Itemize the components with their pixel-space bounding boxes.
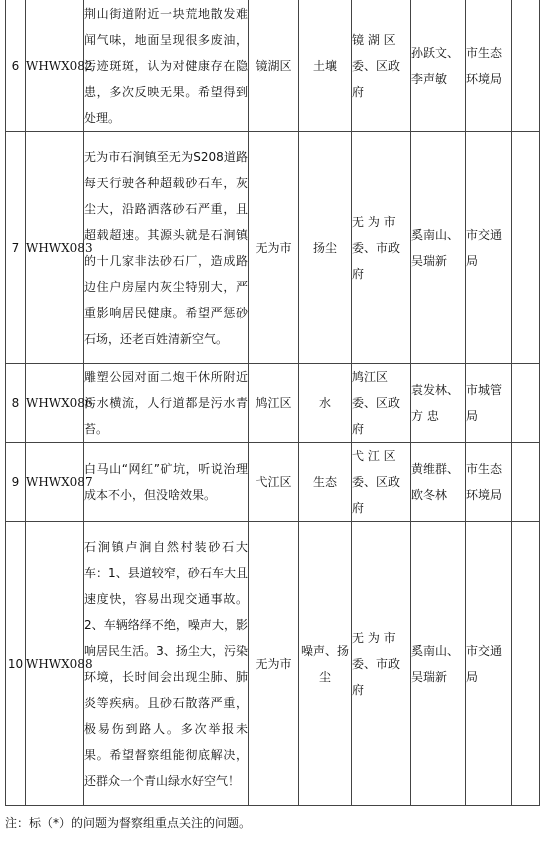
row-number: 6 xyxy=(6,0,26,132)
district: 弋江区 xyxy=(249,443,299,522)
responsible-persons: 孙跃文、李声敏 xyxy=(411,0,466,132)
responsible-unit: 无 为 市委、市政府 xyxy=(352,132,411,364)
empty-cell xyxy=(512,132,540,364)
empty-cell xyxy=(512,522,540,806)
responsible-persons: 袁发林、方 忠 xyxy=(411,364,466,443)
empty-cell xyxy=(512,364,540,443)
supervising-department: 市交通局 xyxy=(466,522,512,806)
case-code: WHWX088 xyxy=(26,522,84,806)
responsible-persons: 奚南山、吴瑞新 xyxy=(411,522,466,806)
case-description: 石涧镇卢涧自然村装砂石大车：1、县道较窄，砂石车大且速度快，容易出现交通事故。2、车辆络绎不绝，噪声大，影响居民生活。3、扬尘大，污染环境，长时间会出现尘肺、肺炎等疾病。且砂石散落严重，极易伤到路人。多次举报未果。希望督察组能彻底解决，还群众一个青山绿水好空气！ xyxy=(84,522,249,806)
responsible-persons: 奚南山、吴瑞新 xyxy=(411,132,466,364)
table-row xyxy=(6,522,540,806)
pollution-category: 生态 xyxy=(299,443,352,522)
empty-cell xyxy=(512,0,540,132)
row-number: 8 xyxy=(6,364,26,443)
case-description: 白马山“网红”矿坑，听说治理成本不小，但没啥效果。 xyxy=(84,443,249,522)
responsible-unit: 鸠江区委、区政府 xyxy=(352,364,411,443)
pollution-category: 土壤 xyxy=(299,0,352,132)
complaint-table xyxy=(5,0,540,806)
row-number: 10 xyxy=(6,522,26,806)
responsible-persons: 黄维群、欧冬林 xyxy=(411,443,466,522)
pollution-category: 扬尘 xyxy=(299,132,352,364)
supervising-department: 市城管局 xyxy=(466,364,512,443)
table-row xyxy=(6,364,540,443)
row-number: 9 xyxy=(6,443,26,522)
responsible-unit: 镜 湖 区委、区政府 xyxy=(352,0,411,132)
footnote: 注：标（*）的问题为督察组重点关注的问题。 xyxy=(5,816,252,830)
district: 镜湖区 xyxy=(249,0,299,132)
supervising-department: 市生态环境局 xyxy=(466,0,512,132)
case-description: 雕塑公园对面二炮干休所附近污水横流，人行道都是污水青苔。 xyxy=(84,364,249,443)
case-code: WHWX087 xyxy=(26,443,84,522)
case-code: WHWX083 xyxy=(26,132,84,364)
row-number: 7 xyxy=(6,132,26,364)
supervising-department: 市交通局 xyxy=(466,132,512,364)
case-description: 荆山街道附近一块荒地散发难闻气味，地面呈现很多废油，污迹斑斑，认为对健康存在隐患，多次反映无果。希望得到处理。 xyxy=(84,0,249,132)
case-code: WHWX082 xyxy=(26,0,84,132)
district: 鸠江区 xyxy=(249,364,299,443)
responsible-unit: 无 为 市委、市政府 xyxy=(352,522,411,806)
empty-cell xyxy=(512,443,540,522)
supervising-department: 市生态环境局 xyxy=(466,443,512,522)
table-row xyxy=(6,132,540,364)
pollution-category: 水 xyxy=(299,364,352,443)
district: 无为市 xyxy=(249,522,299,806)
responsible-unit: 弋 江 区委、区政府 xyxy=(352,443,411,522)
case-code: WHWX086 xyxy=(26,364,84,443)
case-description: 无为市石涧镇至无为S208道路每天行驶各种超载砂石车，灰尘大，沿路洒落砂石严重，且超载超速。其源头就是石涧镇的十几家非法砂石厂，造成路边住户房屋内灰尘特别大，严重影响居民健康。希望严惩砂石场，还老百姓清新空气。 xyxy=(84,132,249,364)
table-row xyxy=(6,443,540,522)
district: 无为市 xyxy=(249,132,299,364)
pollution-category: 噪声、扬尘 xyxy=(299,522,352,806)
table-row xyxy=(6,0,540,132)
